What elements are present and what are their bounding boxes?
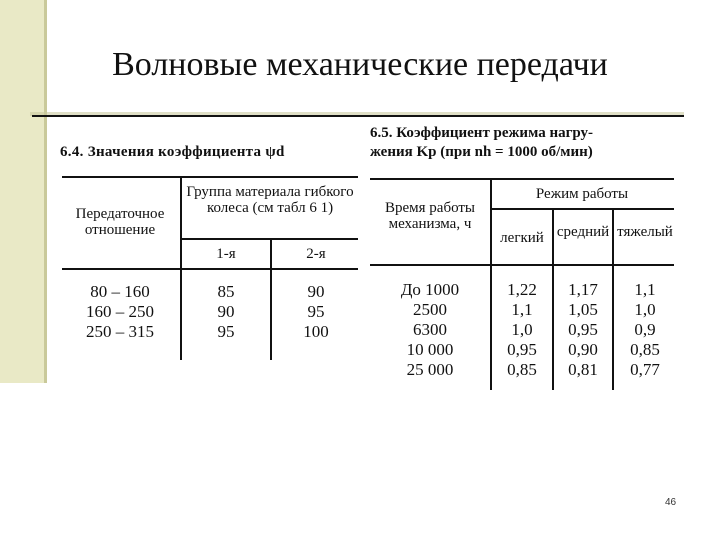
table-6-5 [366, 120, 676, 398]
table-6-5-rule [370, 264, 674, 266]
table-6-5-caption-line1: 6.5. Коэффициент режима нагру- [370, 125, 594, 141]
table-row [62, 282, 178, 342]
table-6-5-header-mode: Режим работы [535, 186, 629, 202]
table-6-5-col-light: легкий [500, 230, 544, 246]
table-cell: 0,85 [630, 340, 660, 359]
table-row [372, 280, 488, 380]
table-cell: 0,95 [507, 340, 537, 359]
table-cell: 10 000 [406, 340, 454, 359]
table-6-4-caption: 6.4. Значения коэффициента ψd [60, 144, 285, 160]
page-number: 46 [665, 497, 677, 508]
table-6-4-header-group: Группа материала гибкого колеса (см табл 6 1) [186, 184, 354, 216]
table-cell: 95 [307, 302, 325, 321]
table-cell: 1,17 [568, 280, 598, 299]
table-cell: 95 [217, 322, 235, 341]
table-6-4-divider [270, 270, 272, 360]
table-cell: 0,85 [507, 360, 537, 379]
table-cell: 0,81 [568, 360, 598, 379]
table-6-5-col-medium: средний [556, 224, 610, 240]
table-6-4-divider [180, 178, 182, 270]
table-6-5-rule [490, 208, 674, 210]
table-6-5-divider [552, 266, 554, 390]
table-cell: 1,05 [568, 300, 598, 319]
table-cell: 0,77 [630, 360, 660, 379]
table-6-4 [52, 140, 360, 360]
table-row [492, 280, 552, 380]
table-6-4-rule [180, 238, 358, 240]
title-rule [32, 115, 684, 117]
table-6-5-divider [552, 210, 554, 266]
table-cell: 0,95 [568, 320, 598, 339]
table-cell: 1,0 [511, 320, 533, 339]
slide-title: Волновые механические передачи [112, 46, 608, 83]
table-6-4-col2: 2-я [306, 246, 326, 262]
table-6-4-top-rule [62, 176, 358, 178]
table-6-4-rule [62, 268, 358, 270]
table-cell: 1,0 [634, 300, 656, 319]
table-6-5-divider [612, 266, 614, 390]
table-cell: До 1000 [400, 280, 460, 299]
table-cell: 85 [217, 282, 235, 301]
table-cell: 1,22 [507, 280, 537, 299]
table-cell: 1,1 [634, 280, 656, 299]
table-cell: 0,90 [568, 340, 598, 359]
table-6-5-divider [612, 210, 614, 266]
table-cell: 2500 [413, 300, 447, 319]
table-6-4-col1: 1-я [216, 246, 236, 262]
table-6-4-header-ratio: Передаточное отношение [75, 206, 165, 238]
table-row [184, 282, 268, 342]
table-6-5-col-heavy: тяжелый [617, 224, 673, 240]
table-cell: 6300 [413, 320, 447, 339]
table-cell: 250 – 315 [86, 322, 154, 341]
table-row [274, 282, 358, 342]
table-cell: 1,1 [511, 300, 533, 319]
table-cell: 90 [217, 302, 235, 321]
table-cell: 100 [303, 322, 329, 341]
table-6-5-header-time: Время работы механизма, ч [384, 200, 476, 232]
table-cell: 160 – 250 [86, 302, 154, 321]
table-6-4-divider [180, 270, 182, 360]
table-6-4-divider [270, 240, 272, 270]
table-cell: 25 000 [406, 360, 454, 379]
table-cell: 0,9 [634, 320, 656, 339]
table-6-5-caption-line2: жения Kp (при nh = 1000 об/мин) [370, 144, 593, 160]
table-6-5-top-rule [370, 178, 674, 180]
table-cell: 90 [307, 282, 325, 301]
table-cell: 80 – 160 [90, 282, 150, 301]
table-row [556, 280, 610, 380]
table-row [616, 280, 674, 380]
table-6-5-caption [370, 124, 593, 162]
